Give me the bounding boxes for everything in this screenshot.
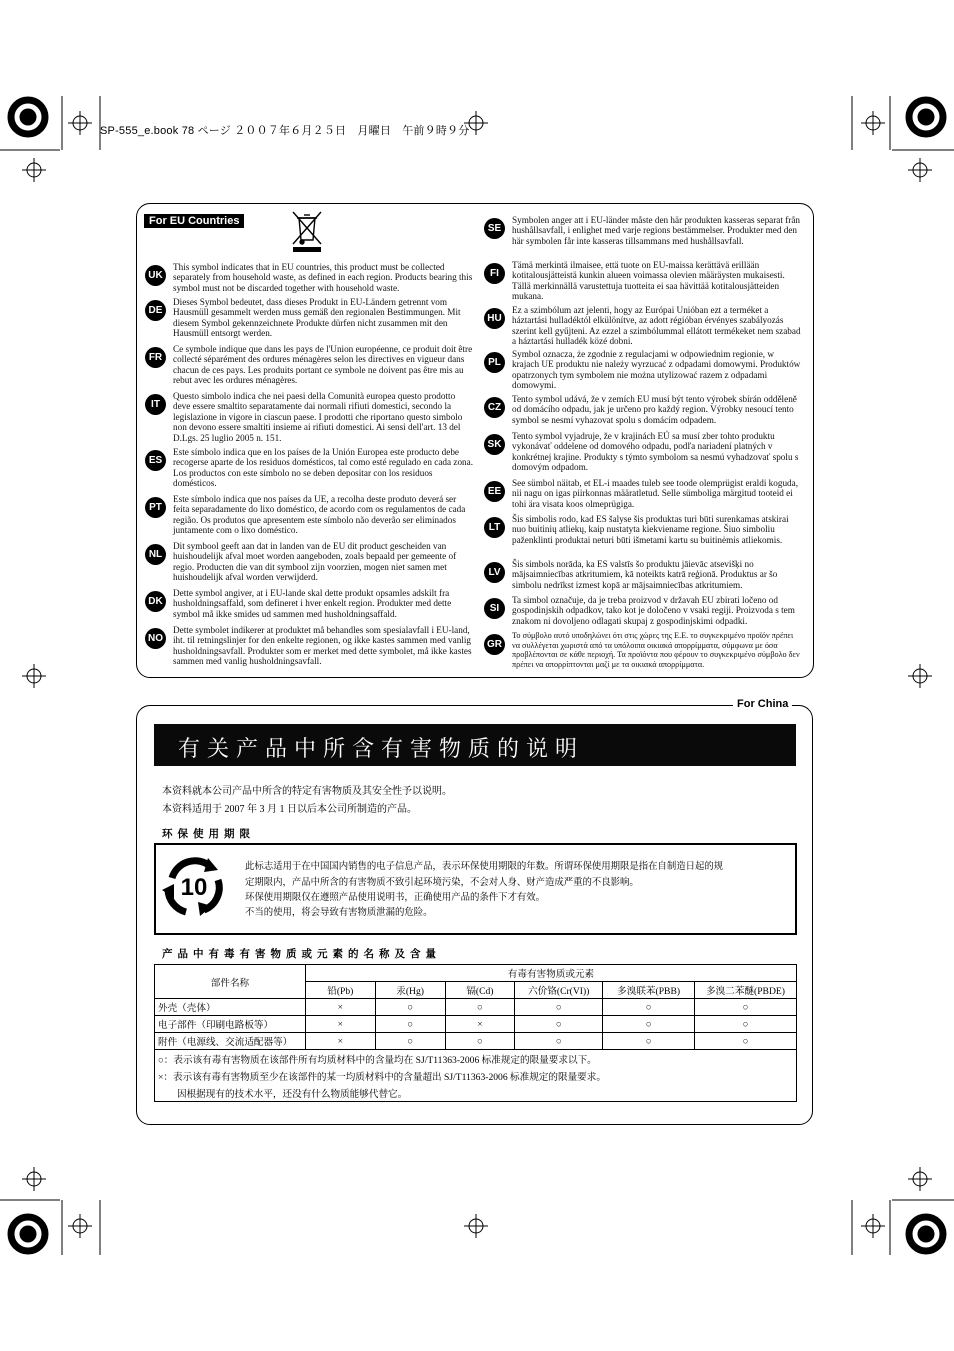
country-badge: DK — [145, 591, 166, 612]
table-cell: ○ — [695, 1033, 797, 1050]
table-cell: × — [305, 1033, 375, 1050]
table-cell: ○ — [695, 1016, 797, 1033]
eu-statement-fr — [145, 344, 473, 386]
part-name: 附件（电源线、交流适配器等） — [155, 1033, 306, 1050]
hazardous-substance-table-heading: 产品中有毒有害物质或元素的名称及含量 — [162, 948, 441, 960]
crosshair-icon — [22, 1167, 46, 1191]
table-note: ○：表示该有毒有害物质在该部件所有均质材料中的含量均在 SJ/T11363-2006 标准规定的限量要求以下。 — [155, 1050, 797, 1068]
crosshair-icon — [908, 158, 932, 182]
table-cell: ○ — [603, 999, 695, 1016]
eu-statement-text: Dette symbolet indikerer at produktet må behandles som spesialavfall i EU-land, iht. til retningslinjer for den enkelte regionen, og ikke kastes sammen med vanlig husholdningsavfall. Produkter som er merket med dette symbolet, må ikke kastes sammen med vanlig husholdningsavfall. — [173, 625, 472, 667]
column-header: 多溴联苯(PBB) — [603, 982, 695, 999]
table-note-row — [155, 1050, 797, 1068]
eu-statement-text: Ce symbole indique que dans les pays de l'Union européenne, ce produit doit être collecté séparément des ordures ménagères selon les directives en vigueur dans chacun de ces pays. Les produits portant ce symbole ne doivent pas être mis au rebut avec les ordures ménagères. — [173, 344, 473, 386]
table-cell: ○ — [445, 1033, 515, 1050]
crosshair-icon — [22, 158, 46, 182]
part-name: 电子部件（印刷电路板等） — [155, 1016, 306, 1033]
eu-statement-lt — [484, 514, 802, 545]
column-header: 镉(Cd) — [445, 982, 515, 999]
country-badge: ES — [145, 450, 166, 471]
eu-statement-text: Este símbolo indica que nos países da UE, a recolha deste produto deverá ser feita separadamente do lixo doméstico, de acordo com os regulamentos de cada região. Os produtos que apresentem este símbolo não deverão ser eliminados juntamente com o lixo doméstico. — [173, 494, 466, 536]
crosshair-icon — [908, 1167, 932, 1191]
eu-statement-text: See sümbol näitab, et EL-i maades tuleb see toode olemprügist eraldi koguda, nii nagu on igas piirkonnas määratletud. Selle sümboliga märgitud tooteid ei tohi ära visata koos olmeprügiga. — [512, 478, 799, 509]
column-header: 铅(Pb) — [305, 982, 375, 999]
registration-wheel-icon — [906, 97, 946, 137]
eu-statement-dk — [145, 588, 473, 619]
eu-statement-text: Dette symbol angiver, at i EU-lande skal dette produkt opsamles adskilt fra husholdningsaffald, som defineret i hver enkelt region. Produkter med dette symbol må ikke smides ud sammen med husholdningsaffald. — [173, 588, 452, 619]
eu-countries-tag: For EU Countries — [144, 214, 244, 228]
eu-statement-no — [145, 625, 473, 667]
crosshair-icon — [908, 664, 932, 688]
country-badge: SE — [484, 218, 505, 239]
table-note: ×：表示该有毒有害物质至少在该部件的某一均质材料中的含量超出 SJ/T11363-2006 标准规定的限量要求。 — [155, 1067, 797, 1084]
crossed-out-wheelie-bin-icon — [291, 209, 323, 253]
table-cell: ○ — [375, 1016, 445, 1033]
table-cell: ○ — [515, 999, 603, 1016]
column-header: 多溴二苯醚(PBDE) — [695, 982, 797, 999]
table-row — [155, 999, 797, 1016]
eu-statement-text: Symbolen anger att i EU-länder måste den här produkten kasseras separat från hushållsavfall, i enlighet med varje regions bestämmelser. Produkter med den här symbolen får inte kasseras tillsammans med hushållsavfall. — [512, 215, 801, 246]
table-cell: × — [305, 1016, 375, 1033]
eu-statement-se — [484, 215, 802, 246]
country-badge: FR — [145, 347, 166, 368]
table-cell: × — [305, 999, 375, 1016]
part-name: 外壳（壳体） — [155, 999, 306, 1016]
table-row — [155, 1033, 797, 1050]
china-title: 有关产品中所含有害物质的说明 — [178, 736, 585, 761]
china-intro-line: 本资料适用于 2007 年 3 月 1 日以后本公司所制造的产品。 — [162, 804, 417, 815]
table-cell: ○ — [445, 999, 515, 1016]
print-header: SP-555_e.book 78 ページ ２００７年６月２５日 月曜日 午前９時９分 — [100, 125, 470, 137]
table-cell: × — [445, 1016, 515, 1033]
eu-statement-text: Questo simbolo indica che nei paesi della Comunità europea questo prodotto deve essere smaltito separatamente dai normali rifiuti domestici, secondo la legislazione in vigore in ciascun paese. I prodotti che riportano questo simbolo non devono essere smaltiti insieme ai rifiuti domestici. Ai sensi dell'art. 13 del D.Lgs. 25 luglio 2005 n. 151. — [173, 391, 463, 443]
eu-statement-text: Tämä merkintä ilmaisee, että tuote on EU-maissa kerättävä erillään kotitalousjätteistä kunkin alueen voimassa olevien määräysten mukaisesti. Tällä merkinnällä varustettuja tuotteita ei saa hävittää kotitalousjätteiden mukana. — [512, 260, 785, 302]
eu-statement-text: Symbol oznacza, że zgodnie z regulacjami w odpowiednim regionie, w krajach UE produktu nie należy wyrzucać z odpadami domowymi. Produktów opatrzonych tym symbolem nie można utylizować razem z odpadami domowymi. — [512, 349, 801, 391]
epup-line: 环保使用期限仅在遵照产品使用说明书，正确使用产品的条件下才有效。 — [245, 893, 546, 903]
eu-statement-text: Tento symbol udává, že v zemích EU musí být tento výrobek sbírán odděleně od domácího odpadu, jak je určeno pro každý region. Výrobky nesoucí tento symbol se nesmí vyhazovat spolu s domácím odpadem. — [512, 394, 797, 425]
table-cell: ○ — [603, 1033, 695, 1050]
table-cell: ○ — [515, 1016, 603, 1033]
table-cell: ○ — [603, 1016, 695, 1033]
china-intro-line: 本资料就本公司产品中所含的特定有害物质及其安全性予以说明。 — [162, 786, 452, 797]
environmental-protection-use-period-10-icon — [160, 856, 228, 916]
country-badge: HU — [484, 308, 505, 329]
eu-statement-hu — [484, 305, 802, 347]
eu-statement-text: Dit symbool geeft aan dat in landen van de EU dit product gescheiden van huishoudelijk afval moet worden aangeboden, zoals bepaald per gemeente of regio. Producten die van dit symbool zijn voorzien, mogen niet samen met huishoudelijk afval worden verwijderd. — [173, 541, 457, 583]
country-badge: SI — [484, 598, 505, 619]
registration-wheel-icon — [906, 1214, 946, 1254]
eu-statement-gr — [484, 631, 802, 669]
country-badge: PL — [484, 352, 505, 373]
country-badge: FI — [484, 263, 505, 284]
crosshair-icon — [464, 1214, 488, 1238]
registration-wheel-icon — [8, 1214, 48, 1254]
hazardous-substance-table — [154, 964, 797, 1102]
epup-number: 10 — [180, 874, 208, 901]
table-note-row — [155, 1067, 797, 1084]
eu-statement-text: Šis simbolis rodo, kad ES šalyse šis produktas turi būti surenkamas atskirai nuo buitinių atliekų, kaip nustatyta kiekviename regione. Šiuo simboliu paženklinti produktai neturi būti išmetami kartu su buitinėmis atliekomis. — [512, 514, 789, 545]
eu-statement-de — [145, 297, 473, 339]
eu-statement-pt — [145, 494, 473, 536]
epup-heading: 环保使用期限 — [162, 828, 255, 840]
crosshair-icon — [68, 111, 92, 135]
eu-statement-text: Tento symbol vyjadruje, že v krajinách EÚ sa musí zber tohto produktu vykonávať oddelene od domového odpadu, podľa nariadení platných v konkrétnej krajine. Produkty s týmto symbolom sa nesmú vyhadzovať spolu s domovým odpadom. — [512, 431, 799, 473]
table-cell: ○ — [375, 999, 445, 1016]
crosshair-icon — [861, 1214, 885, 1238]
china-tag: For China — [733, 698, 792, 710]
eu-statement-text: Šis simbols norāda, ka ES valstīs šo produktu jāievāc atsevišķi no mājsaimniecības atkritumiem, kā noteikts katrā reģionā. Produktus ar šo simbolu nedrīkst izmest kopā ar mājsaimniecības atkritumiem. — [512, 559, 778, 590]
country-badge: DE — [145, 300, 166, 321]
country-badge: PT — [145, 497, 166, 518]
epup-line: 定期限内，产品中所含的有害物质不致引起环境污染，不会对人身、财产造成严重的不良影响。 — [245, 878, 639, 888]
epup-line: 不当的使用，将会导致有害物质泄漏的危险。 — [245, 908, 433, 918]
table-note: 因根据现有的技术水平，还没有什么物质能够代替它。 — [155, 1084, 797, 1102]
column-header: 汞(Hg) — [375, 982, 445, 999]
country-badge: NL — [145, 544, 166, 565]
crosshair-icon — [22, 664, 46, 688]
eu-statement-nl — [145, 541, 473, 583]
country-badge: NO — [145, 628, 166, 649]
eu-statement-uk — [145, 262, 473, 293]
crosshair-icon — [68, 1214, 92, 1238]
registration-wheel-icon — [8, 97, 48, 137]
eu-statement-text: Ta simbol označuje, da je treba proizvod v državah EU zbirati ločeno od gospodinjskih odpadkov, tako kot je določeno v vsaki regiji. Proizvoda s tem znakom ni dovoljeno odlagati skupaj z gospodinjskimi odpadki. — [512, 595, 795, 626]
eu-statement-text: Dieses Symbol bedeutet, dass dieses Produkt in EU-Ländern getrennt vom Hausmüll gesammelt werden muss gemäß den regionalen Bestimmungen. Mit diesem Symbol gekennzeichnete Produkte dürfen nicht zusammen mit den Hausmüll entsorgt werden. — [173, 297, 461, 339]
crosshair-icon — [861, 111, 885, 135]
country-badge: LT — [484, 517, 505, 538]
eu-statement-pl — [484, 349, 802, 391]
table-row — [155, 1016, 797, 1033]
eu-statement-text: Este símbolo indica que en los países de la Unión Europea este producto debe recogerse aparte de los residuos domésticos, tal como esté regulado en cada zona. Los productos con este símbolo no se deben depositar con los residuos domésticos. — [173, 447, 474, 489]
part-name-header: 部件名称 — [155, 965, 306, 999]
eu-statement-fi — [484, 260, 802, 302]
country-badge: CZ — [484, 397, 505, 418]
eu-statement-sk — [484, 431, 802, 473]
eu-statement-it — [145, 391, 473, 443]
eu-statement-text: This symbol indicates that in EU countries, this product must be collected separately from household waste, as defined in each region. Products bearing this symbol must not be discarded together with household waste. — [173, 262, 473, 293]
country-badge: LV — [484, 562, 505, 583]
table-note-row — [155, 1084, 797, 1102]
eu-statement-text: Ez a szimbólum azt jelenti, hogy az Európai Unióban ezt a terméket a háztartási hulladéktól elkülönítve, az adott régióban érvényes szabályozás szerint kell gyűjteni. Az ezzel a szimbólummal ellátott termékeket nem szabad a háztartási hulladék közé dobni. — [512, 305, 801, 347]
eu-statement-lv — [484, 559, 802, 590]
eu-statement-si — [484, 595, 802, 626]
column-header: 六价铬(Cr(VI)) — [515, 982, 603, 999]
table-cell: ○ — [375, 1033, 445, 1050]
country-badge: SK — [484, 434, 505, 455]
eu-statement-cz — [484, 394, 802, 425]
table-header-row — [155, 965, 797, 982]
eu-statement-text: Το σύμβολο αυτό υποδηλώνει ότι στις χώρες της Ε.Ε. το συγκεκριμένο προϊόν πρέπει να συλλέγεται χωριστά από τα υπόλοιπα οικιακά απορρίμματα, σύμφωνα με όσα προβλέπονται σε κάθε περιοχή. Τα προϊόντα που φέρουν το συγκεκριμένο σύμβολο δεν πρέπει να απορρίπτονται μαζί με τα οικιακά απορρίμματα. — [512, 631, 800, 669]
country-badge: GR — [484, 634, 505, 655]
table-cell: ○ — [695, 999, 797, 1016]
table-cell: ○ — [515, 1033, 603, 1050]
country-badge: UK — [145, 265, 166, 286]
epup-line: 此标志适用于在中国国内销售的电子信息产品，表示环保使用期限的年数。所谓环保使用期限是指在自制造日起的规 — [245, 862, 724, 872]
country-badge: IT — [145, 394, 166, 415]
eu-statement-es — [145, 447, 473, 489]
country-badge: EE — [484, 481, 505, 502]
substance-group-header: 有毒有害物质或元素 — [305, 965, 796, 982]
eu-statement-ee — [484, 478, 802, 509]
